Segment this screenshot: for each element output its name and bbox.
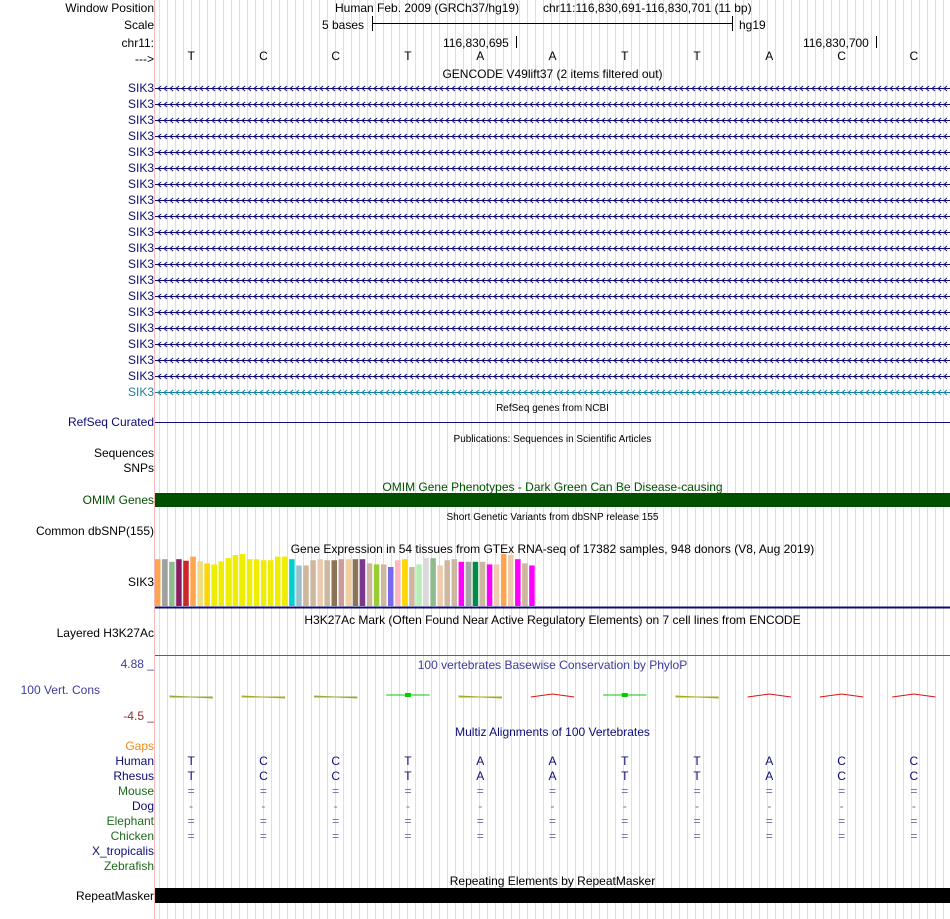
gencode-gene-label: SIK3: [127, 225, 154, 239]
gtex-bar: [339, 559, 345, 606]
multiz-alignment-char: =: [548, 784, 556, 798]
multiz-alignment-char: =: [765, 814, 773, 828]
multiz-alignment-char: A: [765, 769, 774, 783]
multiz-alignment-char: =: [621, 784, 629, 798]
multiz-alignment-char: =: [404, 784, 412, 798]
multiz-alignment-char: T: [693, 769, 701, 783]
multiz-alignment-char: =: [187, 829, 195, 843]
gencode-track-title: GENCODE V49lift37 (2 items filtered out): [442, 67, 663, 81]
multiz-alignment-char: =: [476, 829, 484, 843]
gtex-bar: [409, 567, 415, 606]
gtex-bar: [324, 560, 330, 606]
track-label-column: [0, 0, 154, 919]
gtex-bar: [444, 560, 450, 606]
gtex-bar: [367, 563, 373, 606]
multiz-alignment-char: -: [261, 799, 266, 813]
gtex-bar: [303, 565, 309, 606]
window-position-label: Window Position: [65, 1, 154, 15]
multiz-alignment-char: C: [259, 754, 268, 768]
assembly-text: Human Feb. 2009 (GRCh37/hg19): [335, 1, 520, 15]
gtex-bar: [190, 557, 196, 606]
multiz-alignment-char: =: [838, 814, 846, 828]
multiz-alignment-char: =: [476, 814, 484, 828]
coordinate-left: 116,830,695: [443, 36, 509, 50]
multiz-alignment-char: =: [332, 829, 340, 843]
multiz-species-label: Elephant: [106, 814, 154, 828]
conservation-value: [622, 693, 628, 697]
gtex-bar: [374, 564, 380, 606]
multiz-alignment-char: =: [910, 814, 918, 828]
multiz-alignment-char: C: [259, 769, 268, 783]
multiz-alignment-char: A: [548, 769, 557, 783]
multiz-alignment-char: C: [837, 769, 846, 783]
multiz-alignment-char: =: [259, 814, 267, 828]
gencode-gene-label: SIK3: [127, 321, 154, 335]
multiz-alignment-char: T: [693, 754, 701, 768]
repeatmasker-track-label[interactable]: RepeatMasker: [75, 889, 154, 903]
gencode-gene-label: SIK3: [127, 385, 154, 399]
multiz-alignment-char: =: [259, 784, 267, 798]
conservation-value: [820, 694, 863, 697]
gencode-gene-label: SIK3: [127, 193, 154, 207]
gencode-gene-label: SIK3: [127, 305, 154, 319]
sequences-track-label[interactable]: Sequences: [93, 446, 154, 460]
gtex-bar: [402, 559, 408, 606]
refseq-track-label[interactable]: RefSeq Curated: [67, 415, 154, 429]
gtex-bar: [332, 560, 338, 606]
gencode-gene-label: SIK3: [127, 273, 154, 287]
multiz-track-title: Multiz Alignments of 100 Vertebrates: [455, 725, 650, 739]
gtex-track-label[interactable]: SIK3: [127, 575, 154, 589]
multiz-alignment-char: -: [550, 799, 555, 813]
multiz-alignment-char: A: [548, 754, 557, 768]
multiz-alignment-char: C: [909, 754, 919, 768]
multiz-species-label: Dog: [131, 799, 154, 813]
gtex-bar: [430, 558, 436, 606]
base-letter: T: [404, 49, 412, 63]
multiz-alignment-char: T: [621, 754, 629, 768]
gtex-bar: [310, 560, 316, 606]
gtex-bar: [162, 559, 168, 606]
gtex-bar: [289, 559, 295, 606]
chrom-label: chr11:: [121, 36, 154, 50]
multiz-alignment-char: A: [476, 754, 485, 768]
gencode-gene-label: SIK3: [127, 209, 154, 223]
multiz-alignment-char: A: [765, 754, 774, 768]
h3k27ac-track-title: H3K27Ac Mark (Often Found Near Active Regulatory Elements) on 7 cell lines from ENCODE: [304, 613, 801, 627]
gtex-bar: [254, 559, 260, 606]
multiz-species-label: Chicken: [110, 829, 154, 843]
multiz-alignment-char: =: [332, 784, 340, 798]
gtex-bar: [416, 564, 422, 606]
multiz-alignment-char: C: [837, 754, 846, 768]
snps-track-label[interactable]: SNPs: [123, 461, 154, 475]
multiz-alignment-char: =: [187, 784, 195, 798]
gtex-bar: [395, 560, 401, 606]
omim-track-title: OMIM Gene Phenotypes - Dark Green Can Be Disease-causing: [382, 480, 723, 494]
gencode-gene-label: SIK3: [127, 161, 154, 175]
base-letter: C: [837, 49, 846, 63]
multiz-species-label: Human: [115, 754, 154, 768]
gtex-bar: [452, 559, 458, 606]
multiz-alignment-char: =: [187, 814, 195, 828]
multiz-alignment-char: T: [187, 754, 195, 768]
multiz-species-label: X_tropicalis: [91, 844, 154, 858]
refseq-track-title: RefSeq genes from NCBI: [496, 403, 609, 414]
conservation-value: [748, 694, 791, 697]
gtex-bar: [275, 557, 281, 606]
gtex-bar: [226, 558, 232, 606]
gtex-bar: [247, 559, 253, 606]
publications-track-title: Publications: Sequences in Scientific Articles: [453, 434, 652, 445]
gtex-bar: [529, 565, 535, 606]
multiz-alignment-char: =: [621, 814, 629, 828]
gtex-bar: [317, 559, 323, 606]
multiz-alignment-char: -: [333, 799, 338, 813]
base-letter: T: [187, 49, 195, 63]
gtex-bar: [155, 559, 161, 606]
gtex-bar: [282, 557, 288, 606]
multiz-alignment-char: T: [187, 769, 195, 783]
gtex-bar: [487, 564, 493, 606]
multiz-alignment-char: =: [621, 829, 629, 843]
multiz-alignment-char: =: [476, 784, 484, 798]
base-letter: T: [693, 49, 701, 63]
multiz-alignment-char: T: [404, 769, 412, 783]
gtex-bar: [268, 560, 274, 606]
gtex-bar: [346, 559, 352, 606]
conservation-min-label: -4.5 _: [123, 709, 154, 723]
base-letter: A: [765, 49, 774, 63]
multiz-alignment-char: -: [695, 799, 700, 813]
gencode-gene-label: SIK3: [127, 337, 154, 351]
gtex-bar: [423, 558, 429, 606]
multiz-alignment-char: T: [404, 754, 412, 768]
multiz-alignment-char: =: [838, 784, 846, 798]
base-letter: A: [476, 49, 485, 63]
repeatmasker-track-title: Repeating Elements by RepeatMasker: [449, 874, 656, 888]
gencode-gene-label: SIK3: [127, 113, 154, 127]
multiz-alignment-char: =: [548, 814, 556, 828]
gtex-bar: [473, 562, 479, 606]
gtex-bar: [522, 563, 528, 606]
gencode-gene-label: SIK3: [127, 129, 154, 143]
gtex-bar: [508, 555, 514, 606]
multiz-alignment-char: -: [622, 799, 627, 813]
position-text: chr11:116,830,691-116,830,701 (11 bp): [543, 1, 752, 15]
multiz-alignment-char: =: [910, 829, 918, 843]
base-letter: A: [548, 49, 557, 63]
multiz-alignment-char: =: [548, 829, 556, 843]
multiz-alignment-char: =: [404, 814, 412, 828]
multiz-species-label: Rhesus: [113, 769, 154, 783]
multiz-alignment-char: =: [259, 829, 267, 843]
gencode-gene-label: SIK3: [127, 369, 154, 383]
gencode-gene-label: SIK3: [127, 97, 154, 111]
gtex-bar: [381, 564, 387, 606]
multiz-alignment-char: C: [909, 769, 919, 783]
scale-db-text: hg19: [739, 18, 766, 32]
conservation-value: [405, 693, 411, 697]
gtex-bar: [466, 562, 472, 606]
gtex-bar: [211, 564, 217, 606]
gtex-track-title: Gene Expression in 54 tissues from GTEx RNA-seq of 17382 samples, 948 donors (V8, Aug 2019): [290, 542, 815, 556]
gencode-gene-label: SIK3: [127, 257, 154, 271]
dbsnp-track-title: Short Genetic Variants from dbSNP release 155: [446, 512, 659, 523]
conservation-value: [675, 696, 718, 698]
coordinate-right: 116,830,700: [803, 36, 869, 50]
gencode-gene-label: SIK3: [127, 241, 154, 255]
scale-label: Scale: [123, 18, 154, 32]
gencode-gene-label: SIK3: [127, 81, 154, 95]
gtex-bar: [296, 565, 302, 606]
multiz-alignment-char: =: [693, 784, 701, 798]
multiz-alignment-char: =: [765, 784, 773, 798]
gtex-bar: [197, 561, 203, 606]
multiz-alignment-char: =: [693, 814, 701, 828]
multiz-alignment-char: -: [189, 799, 194, 813]
multiz-alignment-char: -: [405, 799, 410, 813]
gtex-bar: [176, 559, 182, 606]
gencode-gene-label: SIK3: [127, 353, 154, 367]
gtex-bar: [219, 561, 225, 606]
conservation-track-label[interactable]: 100 Vert. Cons: [20, 683, 100, 697]
gtex-bar: [360, 559, 366, 606]
conservation-track-title: 100 vertebrates Basewise Conservation by PhyloP: [417, 658, 688, 672]
gencode-gene-label: SIK3: [127, 289, 154, 303]
multiz-alignment-char: =: [838, 829, 846, 843]
gtex-bar: [169, 562, 175, 606]
gtex-bar: [204, 563, 210, 606]
gtex-bar: [353, 559, 359, 606]
multiz-alignment-char: =: [332, 814, 340, 828]
gencode-gene-label: SIK3: [127, 145, 154, 159]
gtex-bar: [261, 560, 267, 606]
multiz-alignment-char: T: [621, 769, 629, 783]
multiz-alignment-char: =: [404, 829, 412, 843]
gtex-bar: [183, 561, 188, 606]
multiz-alignment-char: =: [693, 829, 701, 843]
scale-bar-text: 5 bases: [322, 18, 365, 32]
multiz-species-label: Gaps: [125, 739, 154, 753]
multiz-alignment-char: A: [476, 769, 485, 783]
conservation-max-label: 4.88 _: [120, 657, 154, 671]
gtex-bar: [240, 554, 246, 606]
strand-label: --->: [135, 52, 154, 66]
h3k27ac-track-label[interactable]: Layered H3K27Ac: [56, 626, 154, 640]
omim-bar: [155, 493, 950, 507]
repeatmasker-bar: [155, 888, 950, 903]
multiz-alignment-char: =: [765, 829, 773, 843]
gtex-bar: [480, 562, 486, 606]
multiz-alignment-char: -: [839, 799, 844, 813]
base-letter: C: [909, 49, 919, 63]
gtex-bar: [515, 559, 521, 606]
gtex-bar: [388, 567, 394, 606]
base-letter: C: [259, 49, 268, 63]
multiz-alignment-char: C: [331, 754, 340, 768]
multiz-alignment-char: C: [331, 769, 340, 783]
base-letter: T: [621, 49, 629, 63]
multiz-alignment-char: -: [911, 799, 916, 813]
conservation-value: [892, 694, 935, 697]
gencode-gene-label: SIK3: [127, 177, 154, 191]
base-letter: C: [331, 49, 340, 63]
multiz-alignment-char: -: [478, 799, 483, 813]
gtex-bar: [494, 564, 500, 606]
gtex-bar: [437, 565, 443, 606]
gtex-bar: [501, 554, 507, 606]
multiz-alignment-char: -: [767, 799, 772, 813]
gtex-bar: [459, 562, 465, 606]
gtex-bar: [233, 555, 239, 606]
dbsnp-track-label[interactable]: Common dbSNP(155): [35, 524, 154, 538]
multiz-alignment-char: =: [910, 784, 918, 798]
multiz-species-label: Mouse: [117, 784, 154, 798]
track-data-area[interactable]: [155, 0, 950, 919]
multiz-species-label: Zebrafish: [103, 859, 154, 873]
omim-track-label[interactable]: OMIM Genes: [82, 493, 154, 507]
